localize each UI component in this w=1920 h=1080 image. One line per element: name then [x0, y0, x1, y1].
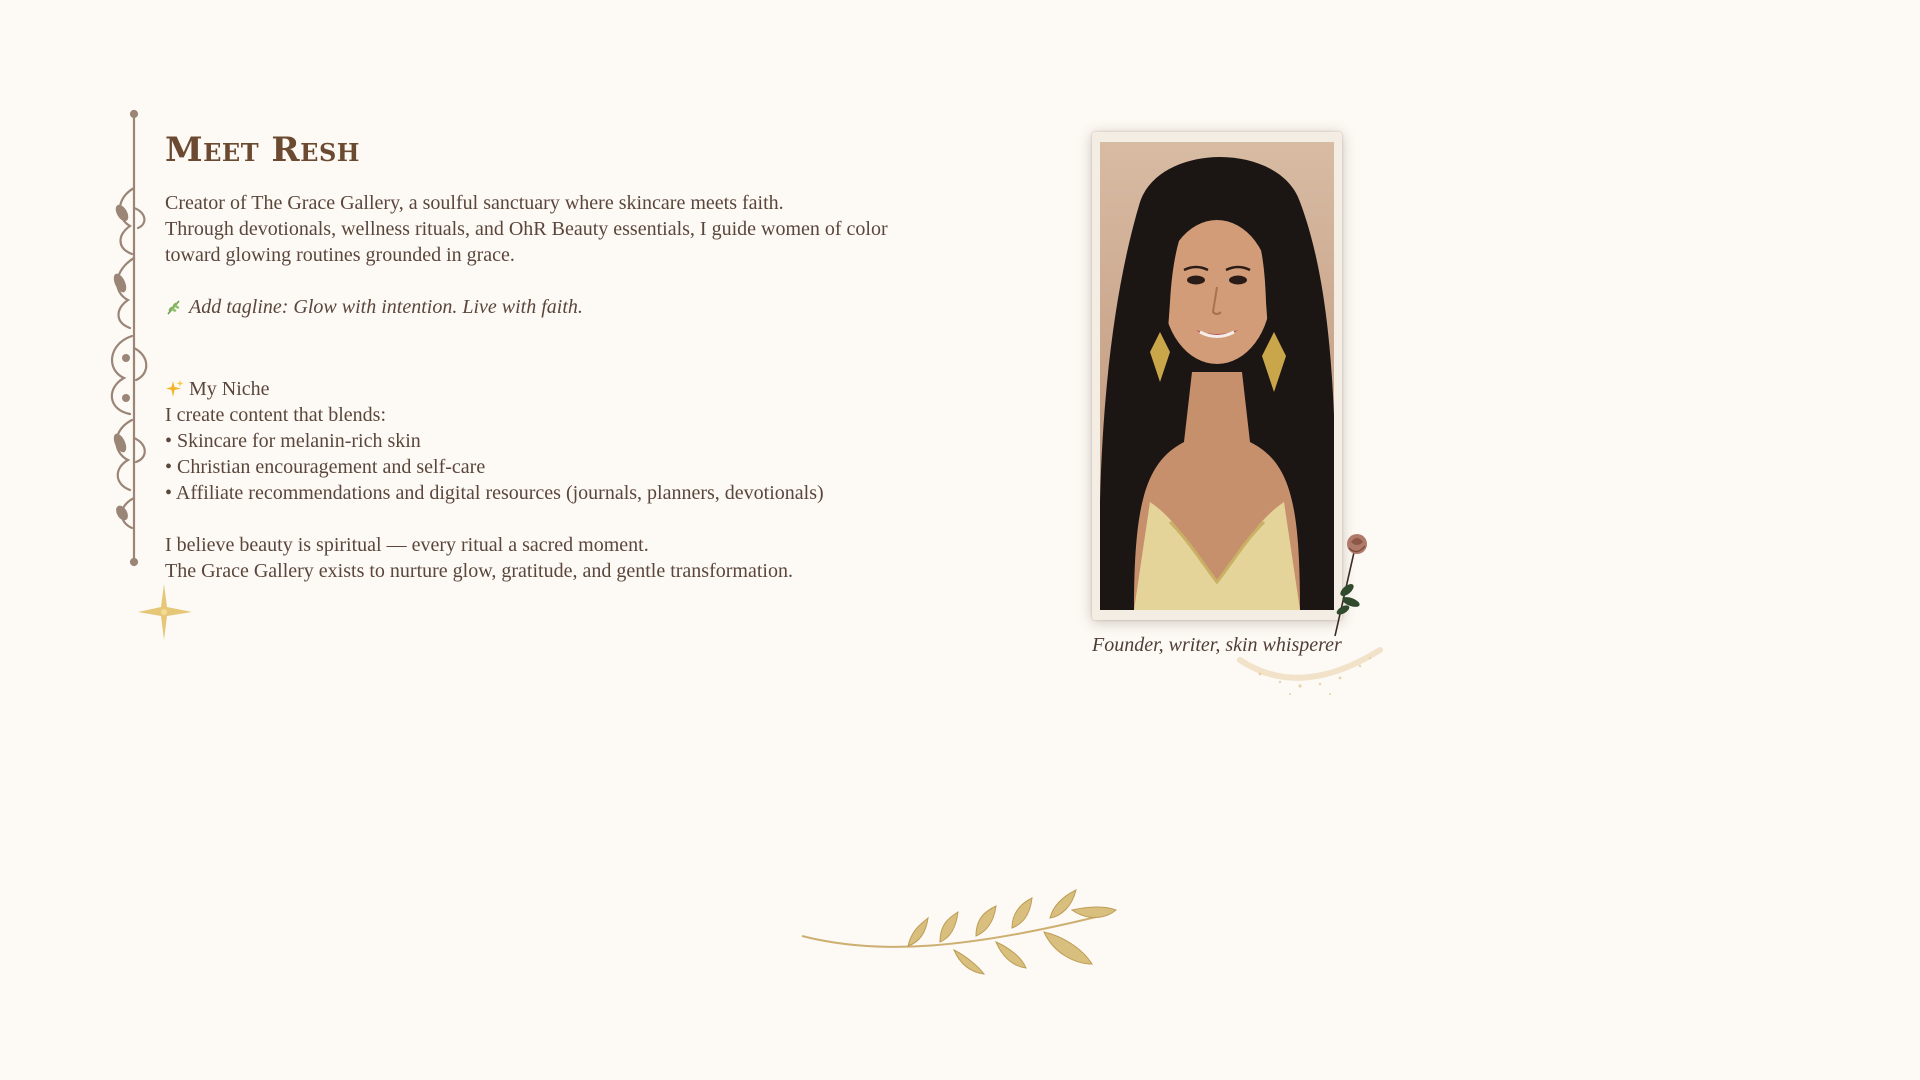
portrait-frame [1092, 132, 1342, 620]
niche-section [165, 376, 985, 506]
list-item: • Christian encouragement and self-care [165, 456, 486, 478]
closing-paragraph [165, 532, 985, 584]
portrait-illustration [1100, 142, 1334, 610]
portrait-photo [1100, 142, 1334, 610]
portrait-caption: Founder, writer, skin whisperer [1092, 634, 1342, 656]
intro-paragraph [165, 190, 985, 268]
closing-line: I believe beauty is spiritual — every ritual a sacred moment. [165, 534, 649, 556]
about-section [165, 130, 985, 584]
tagline [165, 294, 985, 320]
list-item: • Skincare for melanin-rich skin [165, 430, 421, 452]
niche-intro: I create content that blends: [165, 404, 387, 426]
gold-leaf-sprig-icon [800, 876, 1120, 976]
niche-heading-text: My Niche [189, 378, 270, 400]
sparkle-star-icon [134, 580, 198, 644]
closing-line: The Grace Gallery exists to nurture glow, gratitude, and gentle transformation. [165, 560, 793, 582]
rose-icon [1315, 530, 1385, 640]
tagline-text: Add tagline: Glow with intention. Live with faith. [189, 296, 583, 318]
niche-heading [165, 376, 985, 402]
intro-line: Through devotionals, wellness rituals, and OhR Beauty essentials, I guide women of color [165, 218, 888, 240]
filigree-ornament-icon [106, 108, 154, 568]
herb-leaf-icon [165, 298, 183, 316]
sparkles-icon [165, 379, 185, 399]
page-title: Meet Resh [165, 130, 360, 170]
intro-line: Creator of The Grace Gallery, a soulful sanctuary where skincare meets faith. [165, 192, 784, 214]
intro-line: toward glowing routines grounded in grace. [165, 244, 515, 266]
list-item: • Affiliate recommendations and digital resources (journals, planners, devotionals) [165, 482, 824, 504]
